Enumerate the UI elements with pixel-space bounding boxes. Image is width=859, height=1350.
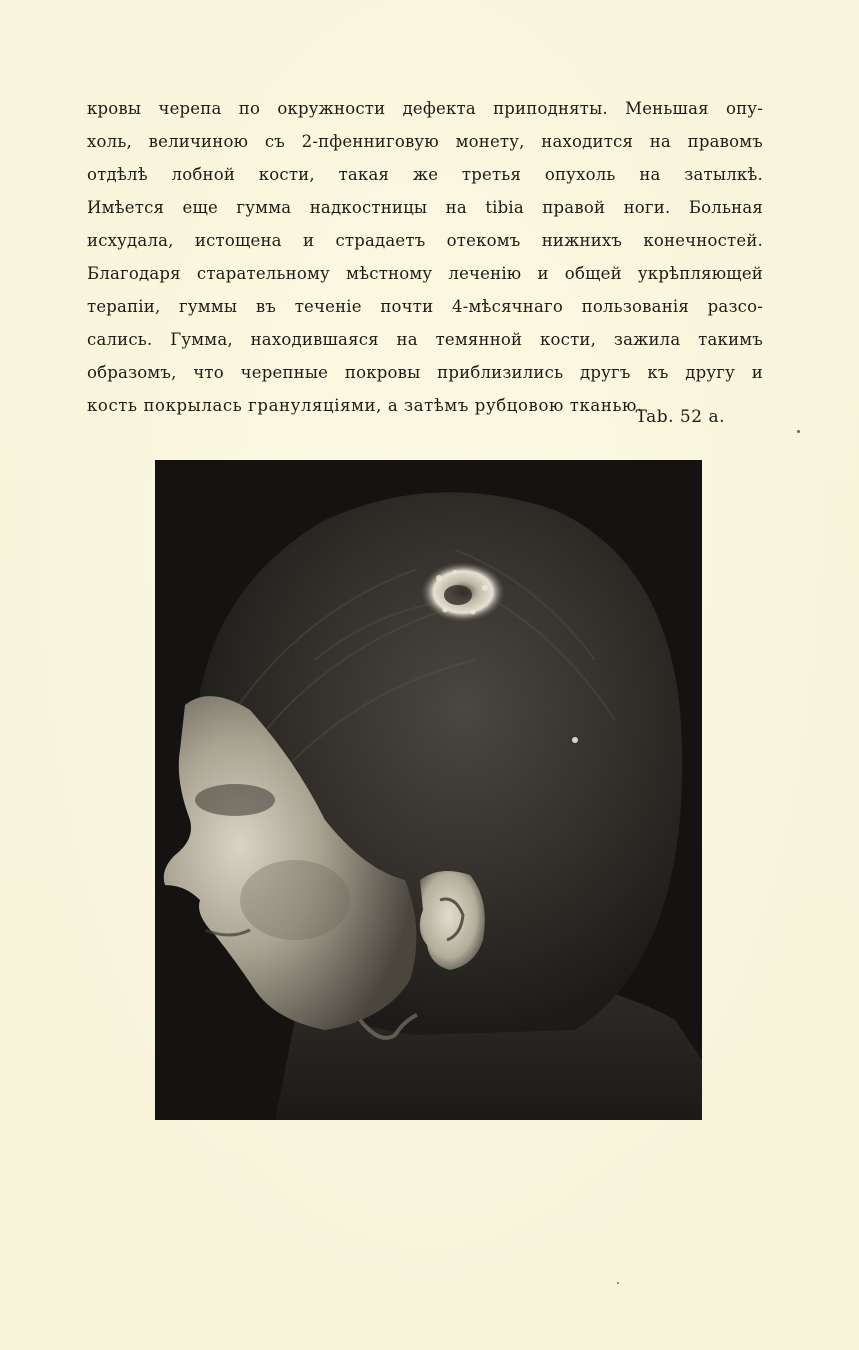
text-line: кровы черепа по окружности дефекта приподняты. Меньшая опу- [87,99,763,118]
text-line: кость покрылась грануляціями, а затѣмъ рубцовою тканью. [87,396,643,415]
text-line: терапіи, гуммы въ теченіе почти 4-мѣсячнаго пользованія разсо- [87,297,763,316]
patient-head-profile-image [155,460,702,1120]
text-line: исхудала, истощена и страдаетъ отекомъ нижнихъ конечностей. [87,231,763,250]
text-line: отдѣлѣ лобной кости, такая же третья опухоль на затылкѣ. [87,165,763,184]
plate-label: Tab. 52 a. [635,407,725,427]
text-line: Имѣется еще гумма надкостницы на tibia правой ноги. Больная [87,198,763,217]
text-line: холь, величиною съ 2-пфенниговую монету, находится на правомъ [87,132,763,151]
text-line: образомъ, что черепные покровы приблизились другъ къ другу и [87,363,763,382]
patient-photograph [155,460,702,1120]
paper-speck [617,1282,619,1284]
paper-speck [797,430,800,433]
text-line: Благодаря старательному мѣстному леченію и общей укрѣпляющей [87,264,763,283]
body-paragraph [87,92,763,422]
text-line: сались. Гумма, находившаяся на темянной кости, зажила такимъ [87,330,763,349]
